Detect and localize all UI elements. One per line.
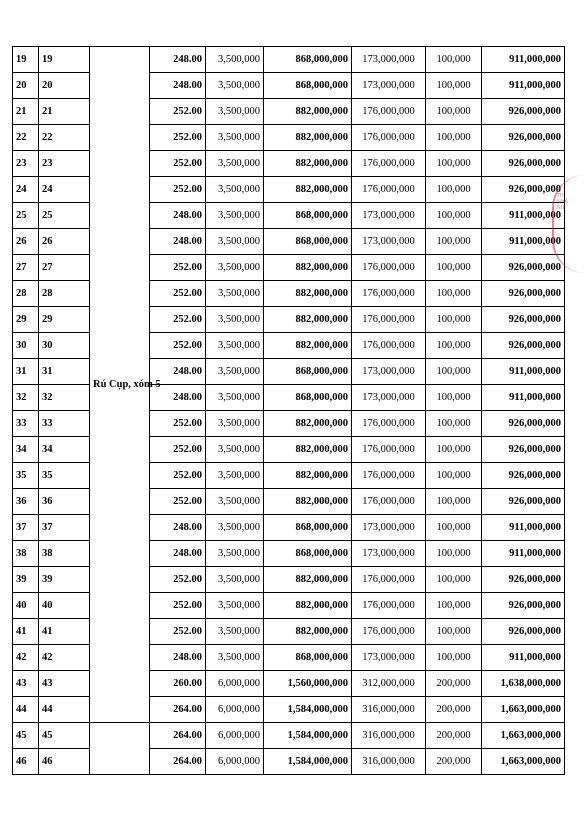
area-cell: 248.00: [150, 385, 206, 411]
total-cell: 911,000,000: [482, 385, 565, 411]
area-cell: 252.00: [150, 437, 206, 463]
deposit-cell: 173,000,000: [352, 203, 426, 229]
unit-price-cell: 3,500,000: [206, 541, 264, 567]
deposit-cell: 176,000,000: [352, 151, 426, 177]
total-cell: 1,663,000,000: [482, 697, 565, 723]
fee-cell: 100,000: [426, 463, 482, 489]
deposit-cell: 176,000,000: [352, 99, 426, 125]
unit-price-cell: 3,500,000: [206, 333, 264, 359]
deposit-cell: 176,000,000: [352, 281, 426, 307]
land-value-cell: 882,000,000: [264, 99, 352, 125]
land-value-cell: 1,584,000,000: [264, 749, 352, 775]
area-cell: 252.00: [150, 255, 206, 281]
fee-cell: 100,000: [426, 151, 482, 177]
fee-cell: 100,000: [426, 125, 482, 151]
lot-number-cell: 42: [39, 645, 90, 671]
row-number-cell: 32: [13, 385, 39, 411]
land-value-cell: 882,000,000: [264, 281, 352, 307]
row-number-cell: 26: [13, 229, 39, 255]
lot-number-cell: 34: [39, 437, 90, 463]
unit-price-cell: 3,500,000: [206, 515, 264, 541]
land-value-cell: 1,584,000,000: [264, 723, 352, 749]
land-value-cell: 882,000,000: [264, 411, 352, 437]
lot-number-cell: 19: [39, 47, 90, 73]
lot-number-cell: 21: [39, 99, 90, 125]
row-number-cell: 20: [13, 73, 39, 99]
area-cell: 252.00: [150, 177, 206, 203]
fee-cell: 200,000: [426, 723, 482, 749]
area-cell: 248.00: [150, 47, 206, 73]
area-cell: 252.00: [150, 489, 206, 515]
unit-price-cell: 3,500,000: [206, 203, 264, 229]
total-cell: 911,000,000: [482, 515, 565, 541]
table-body: [13, 47, 565, 775]
unit-price-cell: 3,500,000: [206, 73, 264, 99]
deposit-cell: 176,000,000: [352, 567, 426, 593]
lot-number-cell: 24: [39, 177, 90, 203]
fee-cell: 100,000: [426, 515, 482, 541]
area-cell: 248.00: [150, 229, 206, 255]
row-number-cell: 35: [13, 463, 39, 489]
deposit-cell: 176,000,000: [352, 333, 426, 359]
lot-number-cell: 41: [39, 619, 90, 645]
deposit-cell: 316,000,000: [352, 697, 426, 723]
fee-cell: 100,000: [426, 255, 482, 281]
row-number-cell: 24: [13, 177, 39, 203]
total-cell: 911,000,000: [482, 229, 565, 255]
unit-price-cell: 3,500,000: [206, 385, 264, 411]
total-cell: 911,000,000: [482, 541, 565, 567]
land-value-cell: 882,000,000: [264, 567, 352, 593]
lot-number-cell: 32: [39, 385, 90, 411]
lot-number-cell: 30: [39, 333, 90, 359]
row-number-cell: 43: [13, 671, 39, 697]
total-cell: 926,000,000: [482, 99, 565, 125]
area-cell: 252.00: [150, 333, 206, 359]
land-value-cell: 868,000,000: [264, 47, 352, 73]
total-cell: 926,000,000: [482, 619, 565, 645]
land-value-cell: 882,000,000: [264, 125, 352, 151]
land-value-cell: 882,000,000: [264, 255, 352, 281]
total-cell: 926,000,000: [482, 307, 565, 333]
row-number-cell: 22: [13, 125, 39, 151]
table-row: [13, 47, 565, 73]
row-number-cell: 38: [13, 541, 39, 567]
lot-number-cell: 31: [39, 359, 90, 385]
area-cell: 248.00: [150, 515, 206, 541]
deposit-cell: 173,000,000: [352, 645, 426, 671]
deposit-cell: 173,000,000: [352, 229, 426, 255]
fee-cell: 100,000: [426, 99, 482, 125]
area-cell: 248.00: [150, 203, 206, 229]
row-number-cell: 37: [13, 515, 39, 541]
unit-price-cell: 6,000,000: [206, 671, 264, 697]
table-row: [13, 723, 565, 749]
land-value-cell: 882,000,000: [264, 151, 352, 177]
fee-cell: 100,000: [426, 229, 482, 255]
land-value-cell: 868,000,000: [264, 73, 352, 99]
total-cell: 926,000,000: [482, 333, 565, 359]
total-cell: 926,000,000: [482, 177, 565, 203]
row-number-cell: 46: [13, 749, 39, 775]
total-cell: 926,000,000: [482, 255, 565, 281]
land-value-cell: 868,000,000: [264, 385, 352, 411]
total-cell: 926,000,000: [482, 125, 565, 151]
land-value-cell: 882,000,000: [264, 489, 352, 515]
total-cell: 911,000,000: [482, 203, 565, 229]
deposit-cell: 176,000,000: [352, 177, 426, 203]
total-cell: 926,000,000: [482, 463, 565, 489]
unit-price-cell: 3,500,000: [206, 411, 264, 437]
area-cell: 252.00: [150, 281, 206, 307]
area-cell: 264.00: [150, 723, 206, 749]
deposit-cell: 176,000,000: [352, 437, 426, 463]
lot-number-cell: 36: [39, 489, 90, 515]
area-cell: 252.00: [150, 619, 206, 645]
deposit-cell: 173,000,000: [352, 385, 426, 411]
total-cell: 926,000,000: [482, 151, 565, 177]
deposit-cell: 173,000,000: [352, 515, 426, 541]
total-cell: 911,000,000: [482, 359, 565, 385]
unit-price-cell: 3,500,000: [206, 359, 264, 385]
deposit-cell: 176,000,000: [352, 125, 426, 151]
fee-cell: 100,000: [426, 619, 482, 645]
row-number-cell: 42: [13, 645, 39, 671]
lot-number-cell: 35: [39, 463, 90, 489]
unit-price-cell: 3,500,000: [206, 255, 264, 281]
deposit-cell: 316,000,000: [352, 723, 426, 749]
fee-cell: 100,000: [426, 359, 482, 385]
total-cell: 926,000,000: [482, 567, 565, 593]
area-cell: 252.00: [150, 125, 206, 151]
fee-cell: 100,000: [426, 489, 482, 515]
row-number-cell: 31: [13, 359, 39, 385]
fee-cell: 200,000: [426, 671, 482, 697]
total-cell: 926,000,000: [482, 437, 565, 463]
land-value-cell: 882,000,000: [264, 593, 352, 619]
land-value-cell: 882,000,000: [264, 177, 352, 203]
unit-price-cell: 3,500,000: [206, 307, 264, 333]
area-cell: 248.00: [150, 73, 206, 99]
row-number-cell: 44: [13, 697, 39, 723]
fee-cell: 100,000: [426, 541, 482, 567]
unit-price-cell: 3,500,000: [206, 99, 264, 125]
area-cell: 248.00: [150, 541, 206, 567]
land-value-cell: 882,000,000: [264, 333, 352, 359]
fee-cell: 100,000: [426, 177, 482, 203]
lot-number-cell: 44: [39, 697, 90, 723]
area-cell: 252.00: [150, 99, 206, 125]
fee-cell: 100,000: [426, 47, 482, 73]
lot-number-cell: 26: [39, 229, 90, 255]
land-value-cell: 1,584,000,000: [264, 697, 352, 723]
row-number-cell: 19: [13, 47, 39, 73]
total-cell: 1,638,000,000: [482, 671, 565, 697]
unit-price-cell: 3,500,000: [206, 47, 264, 73]
lot-number-cell: 27: [39, 255, 90, 281]
unit-price-cell: 3,500,000: [206, 177, 264, 203]
unit-price-cell: 3,500,000: [206, 463, 264, 489]
unit-price-cell: 6,000,000: [206, 697, 264, 723]
fee-cell: 100,000: [426, 333, 482, 359]
land-value-cell: 868,000,000: [264, 203, 352, 229]
row-number-cell: 21: [13, 99, 39, 125]
area-cell: 252.00: [150, 463, 206, 489]
lot-number-cell: 29: [39, 307, 90, 333]
unit-price-cell: 3,500,000: [206, 229, 264, 255]
unit-price-cell: 3,500,000: [206, 593, 264, 619]
unit-price-cell: 3,500,000: [206, 489, 264, 515]
lot-number-cell: 23: [39, 151, 90, 177]
area-cell: 252.00: [150, 307, 206, 333]
area-cell: 248.00: [150, 645, 206, 671]
lot-number-cell: 46: [39, 749, 90, 775]
row-number-cell: 39: [13, 567, 39, 593]
area-cell: 252.00: [150, 593, 206, 619]
deposit-cell: 173,000,000: [352, 73, 426, 99]
unit-price-cell: 3,500,000: [206, 151, 264, 177]
row-number-cell: 45: [13, 723, 39, 749]
fee-cell: 100,000: [426, 281, 482, 307]
total-cell: 926,000,000: [482, 593, 565, 619]
row-number-cell: 29: [13, 307, 39, 333]
lot-number-cell: 40: [39, 593, 90, 619]
land-value-cell: 882,000,000: [264, 463, 352, 489]
fee-cell: 100,000: [426, 437, 482, 463]
unit-price-cell: 3,500,000: [206, 619, 264, 645]
location-cell: Rú Cụp, xóm 5: [90, 47, 150, 723]
unit-price-cell: 3,500,000: [206, 281, 264, 307]
fee-cell: 200,000: [426, 697, 482, 723]
lot-number-cell: 37: [39, 515, 90, 541]
lot-number-cell: 33: [39, 411, 90, 437]
fee-cell: 100,000: [426, 203, 482, 229]
land-value-cell: 868,000,000: [264, 541, 352, 567]
fee-cell: 100,000: [426, 567, 482, 593]
deposit-cell: 176,000,000: [352, 463, 426, 489]
row-number-cell: 23: [13, 151, 39, 177]
deposit-cell: 176,000,000: [352, 593, 426, 619]
total-cell: 926,000,000: [482, 411, 565, 437]
area-cell: 264.00: [150, 697, 206, 723]
unit-price-cell: 3,500,000: [206, 645, 264, 671]
fee-cell: 100,000: [426, 385, 482, 411]
area-cell: 248.00: [150, 359, 206, 385]
lot-number-cell: 38: [39, 541, 90, 567]
deposit-cell: 312,000,000: [352, 671, 426, 697]
lot-number-cell: 28: [39, 281, 90, 307]
row-number-cell: 28: [13, 281, 39, 307]
land-value-cell: 882,000,000: [264, 437, 352, 463]
deposit-cell: 176,000,000: [352, 619, 426, 645]
land-value-cell: 1,560,000,000: [264, 671, 352, 697]
fee-cell: 200,000: [426, 749, 482, 775]
deposit-cell: 176,000,000: [352, 411, 426, 437]
row-number-cell: 30: [13, 333, 39, 359]
unit-price-cell: 3,500,000: [206, 567, 264, 593]
total-cell: 1,663,000,000: [482, 723, 565, 749]
area-cell: 252.00: [150, 151, 206, 177]
row-number-cell: 40: [13, 593, 39, 619]
land-value-cell: 868,000,000: [264, 645, 352, 671]
deposit-cell: 173,000,000: [352, 359, 426, 385]
fee-cell: 100,000: [426, 73, 482, 99]
deposit-cell: 176,000,000: [352, 255, 426, 281]
land-price-table: [12, 46, 565, 775]
unit-price-cell: 6,000,000: [206, 723, 264, 749]
row-number-cell: 25: [13, 203, 39, 229]
area-cell: 252.00: [150, 567, 206, 593]
row-number-cell: 33: [13, 411, 39, 437]
unit-price-cell: 6,000,000: [206, 749, 264, 775]
land-value-cell: 882,000,000: [264, 619, 352, 645]
deposit-cell: 176,000,000: [352, 489, 426, 515]
row-number-cell: 34: [13, 437, 39, 463]
deposit-cell: 176,000,000: [352, 307, 426, 333]
unit-price-cell: 3,500,000: [206, 125, 264, 151]
total-cell: 911,000,000: [482, 645, 565, 671]
row-number-cell: 36: [13, 489, 39, 515]
deposit-cell: 316,000,000: [352, 749, 426, 775]
fee-cell: 100,000: [426, 411, 482, 437]
total-cell: 911,000,000: [482, 73, 565, 99]
lot-number-cell: 20: [39, 73, 90, 99]
lot-number-cell: 25: [39, 203, 90, 229]
total-cell: 911,000,000: [482, 47, 565, 73]
total-cell: 926,000,000: [482, 489, 565, 515]
fee-cell: 100,000: [426, 593, 482, 619]
area-cell: 260.00: [150, 671, 206, 697]
lot-number-cell: 43: [39, 671, 90, 697]
red-seal-stamp: TH NHÀ NƯ: [552, 175, 585, 273]
row-number-cell: 41: [13, 619, 39, 645]
fee-cell: 100,000: [426, 307, 482, 333]
land-value-cell: 882,000,000: [264, 307, 352, 333]
land-value-cell: 868,000,000: [264, 515, 352, 541]
land-value-cell: 868,000,000: [264, 229, 352, 255]
land-value-cell: 868,000,000: [264, 359, 352, 385]
unit-price-cell: 3,500,000: [206, 437, 264, 463]
area-cell: 264.00: [150, 749, 206, 775]
total-cell: 1,663,000,000: [482, 749, 565, 775]
area-cell: 252.00: [150, 411, 206, 437]
location-cell-empty: [90, 723, 150, 775]
deposit-cell: 173,000,000: [352, 47, 426, 73]
fee-cell: 100,000: [426, 645, 482, 671]
total-cell: 926,000,000: [482, 281, 565, 307]
lot-number-cell: 45: [39, 723, 90, 749]
lot-number-cell: 22: [39, 125, 90, 151]
row-number-cell: 27: [13, 255, 39, 281]
deposit-cell: 173,000,000: [352, 541, 426, 567]
lot-number-cell: 39: [39, 567, 90, 593]
